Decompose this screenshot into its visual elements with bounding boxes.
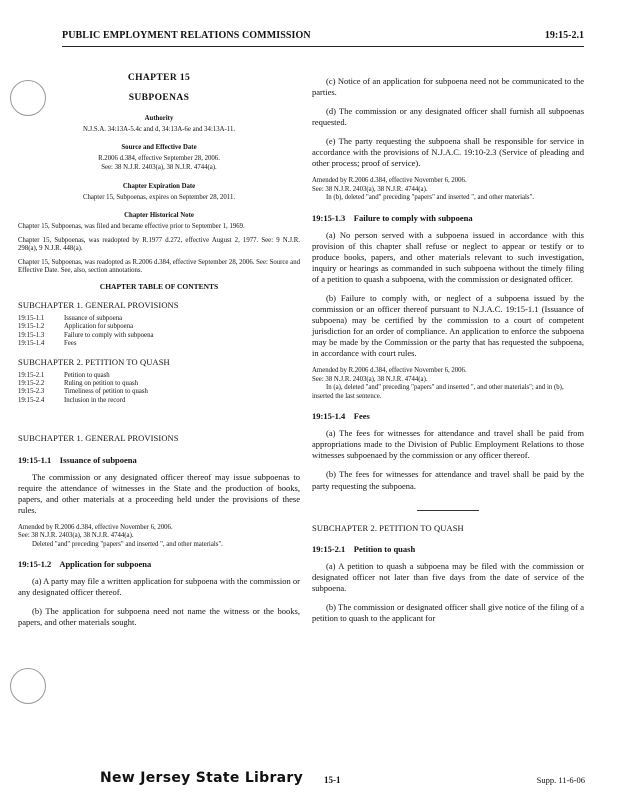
section-1-2-note-1: Amended by R.2006 d.384, effective November 6, 2006. [312, 177, 467, 185]
historical-note-3: Chapter 15, Subpoenas, was readopted as R.2006 d.384, effective September 28, 2006. See: Source and Effective Date. See, also, section annotations. [18, 258, 300, 275]
subchapter-1-heading: SUBCHAPTER 1. GENERAL PROVISIONS [18, 433, 179, 444]
section-1-1-note-2: See: 38 N.J.R. 2403(a), 38 N.J.R. 4744(a). [18, 532, 134, 540]
toc-list-1 [18, 315, 300, 349]
section-1-2-note-3: In (b), deleted "and" preceding "papers" and inserted ", and other materials". [326, 194, 535, 202]
right-column [312, 76, 584, 632]
section-1-2-b: (b) The application for subpoena need not name the witness or the books, papers, and other materials sought. [18, 606, 300, 628]
toc-subchapter-1: SUBCHAPTER 1. GENERAL PROVISIONS [18, 300, 179, 311]
toc-item[interactable]: 19:15-1.1 Issuance of subpoena [18, 314, 123, 322]
section-1-2-c: (c) Notice of an application for subpoena need not be communicated to the parties. [312, 76, 584, 98]
library-stamp: New Jersey State Library [100, 770, 304, 786]
section-1-4-b: (b) The fees for witnesses for attendance and travel shall be paid by the party requesting the subpoena. [312, 469, 584, 491]
toc-item[interactable]: 19:15-2.4 Inclusion in the record [18, 396, 126, 404]
section-1-1-note-1: Amended by R.2006 d.384, effective November 6, 2006. [18, 523, 173, 531]
section-1-2-heading: 19:15-1.2 Application for subpoena [18, 559, 152, 570]
authority-heading: Authority [144, 114, 174, 122]
section-1-1-text: The commission or any designated officer thereof may issue subpoenas to require the attendance of witnesses in the State and the production of books, papers, and other materials at a proceeding held under the provisions of these rules. [18, 471, 300, 515]
page-number: 15-1 [324, 775, 341, 785]
section-1-2-e: (e) The party requesting the subpoena shall be responsible for service in accordance with the provisions of N.J.A.C. 19:10-2.3 (Service of pleading and other process; proof of service). [312, 136, 584, 169]
section-1-2-a: (a) A party may file a written application for subpoena with the commission or any designated officer thereof. [18, 576, 300, 598]
historical-heading: Chapter Historical Note [124, 212, 194, 220]
section-2-1-heading: 19:15-2.1 Petition to quash [312, 543, 416, 554]
section-1-2-note-2: See: 38 N.J.R. 2403(a), 38 N.J.R. 4744(a). [312, 185, 428, 193]
historical-note-1: Chapter 15, Subpoenas, was filed and became effective prior to September 1, 1969. [18, 223, 245, 231]
toc-item[interactable]: 19:15-2.2 Ruling on petition to quash [18, 380, 139, 387]
chapter-title: SUBPOENAS [128, 93, 190, 104]
section-1-3-note-1: Amended by R.2006 d.384, effective November 6, 2006. [312, 367, 467, 375]
section-1-3-b: (b) Failure to comply with, or neglect of a subpoena issued by the commission or an officer thereof pursuant to N.J.A.C. 19:15-1.1 (Issuance of subpoena) may be certified by the commission to a court of competent jurisdiction for an order of compliance. An application to enforce the subpoena may be made by the Commission or the party that has requested the subpoena, in accordance with court rules. [312, 293, 584, 359]
header-section: 19:15-2.1 [544, 30, 584, 41]
toc-heading: CHAPTER TABLE OF CONTENTS [99, 281, 219, 291]
expiration-heading: Chapter Expiration Date [122, 182, 196, 190]
section-divider [417, 510, 479, 511]
toc-item[interactable]: 19:15-2.1 Petition to quash [18, 371, 110, 379]
section-1-4-a: (a) The fees for witnesses for attendance and travel shall be paid from appropriations made to the Division of Public Employment Relations to those witnesses subpoenaed by the commission or any officer thereof. [312, 428, 584, 461]
running-header [62, 30, 584, 47]
supplement-date: Supp. 11-6-06 [536, 775, 585, 785]
chapter-number: CHAPTER 15 [127, 73, 191, 83]
section-2-1-a: (a) A petition to quash a subpoena may be filed with the commission or designated officer not later than five days from the date of service of the subpoena. [312, 560, 584, 593]
punch-hole [10, 668, 46, 704]
toc-item[interactable]: 19:15-1.3 Failure to comply with subpoena [18, 331, 154, 339]
toc-list-2 [18, 372, 300, 406]
authority-text: N.J.S.A. 34:13A-5.4c and d, 34:13A-6e and 34:13A-11. [82, 125, 236, 133]
section-1-3-note-3: In (a), deleted "and" preceding "papers" and inserted ", and other materials"; and in (b), inserted the last sentence. [312, 384, 564, 400]
toc-item[interactable]: 19:15-1.2 Application for subpoena [18, 323, 134, 331]
source-heading: Source and Effective Date [121, 144, 197, 152]
section-1-3-note-2: See: 38 N.J.R. 2403(a), 38 N.J.R. 4744(a). [312, 375, 428, 383]
source-line-2: See: 38 N.J.R. 2403(a), 38 N.J.R. 4744(a). [101, 164, 217, 171]
left-column [18, 72, 300, 636]
section-1-1-note-3: Deleted "and" preceding "papers" and inserted ", and other materials". [32, 540, 223, 548]
header-title: PUBLIC EMPLOYMENT RELATIONS COMMISSION [62, 30, 311, 41]
expiration-text: Chapter 15, Subpoenas, expires on September 28, 2011. [82, 193, 236, 201]
section-1-1-heading: 19:15-1.1 Issuance of subpoena [18, 454, 137, 465]
subchapter-2-heading: SUBCHAPTER 2. PETITION TO QUASH [312, 522, 464, 533]
toc-subchapter-2: SUBCHAPTER 2. PETITION TO QUASH [18, 357, 170, 368]
toc-item[interactable]: 19:15-2.3 Timeliness of petition to quash [18, 388, 148, 396]
section-1-4-heading: 19:15-1.4 Fees [312, 411, 370, 422]
toc-item[interactable]: 19:15-1.4 Fees [18, 339, 77, 347]
section-1-3-a: (a) No person served with a subpoena issued in accordance with this provision of this chapter shall refuse or neglect to appear or testify or to produce books, papers, and other materials relevant to such investigation, inquiry or hearings as commanded in such subpoena without the timely filing of a petition to quash a subpoena, with the commission or designated officer. [312, 229, 584, 285]
section-1-2-d: (d) The commission or any designated officer shall furnish all subpoenas requested. [312, 106, 584, 128]
historical-note-2: Chapter 15, Subpoenas, was readopted by R.1977 d.272, effective August 2, 1977. See: 9 N.J.R. 298(a), 9 N.J.R. 448(a). [18, 236, 300, 253]
section-1-3-heading: 19:15-1.3 Failure to comply with subpoena [312, 212, 473, 223]
section-2-1-b: (b) The commission or designated officer shall give notice of the filing of a petition to quash to the applicant for [312, 601, 584, 623]
source-line-1: R.2006 d.384, effective September 28, 2006. [98, 155, 220, 163]
